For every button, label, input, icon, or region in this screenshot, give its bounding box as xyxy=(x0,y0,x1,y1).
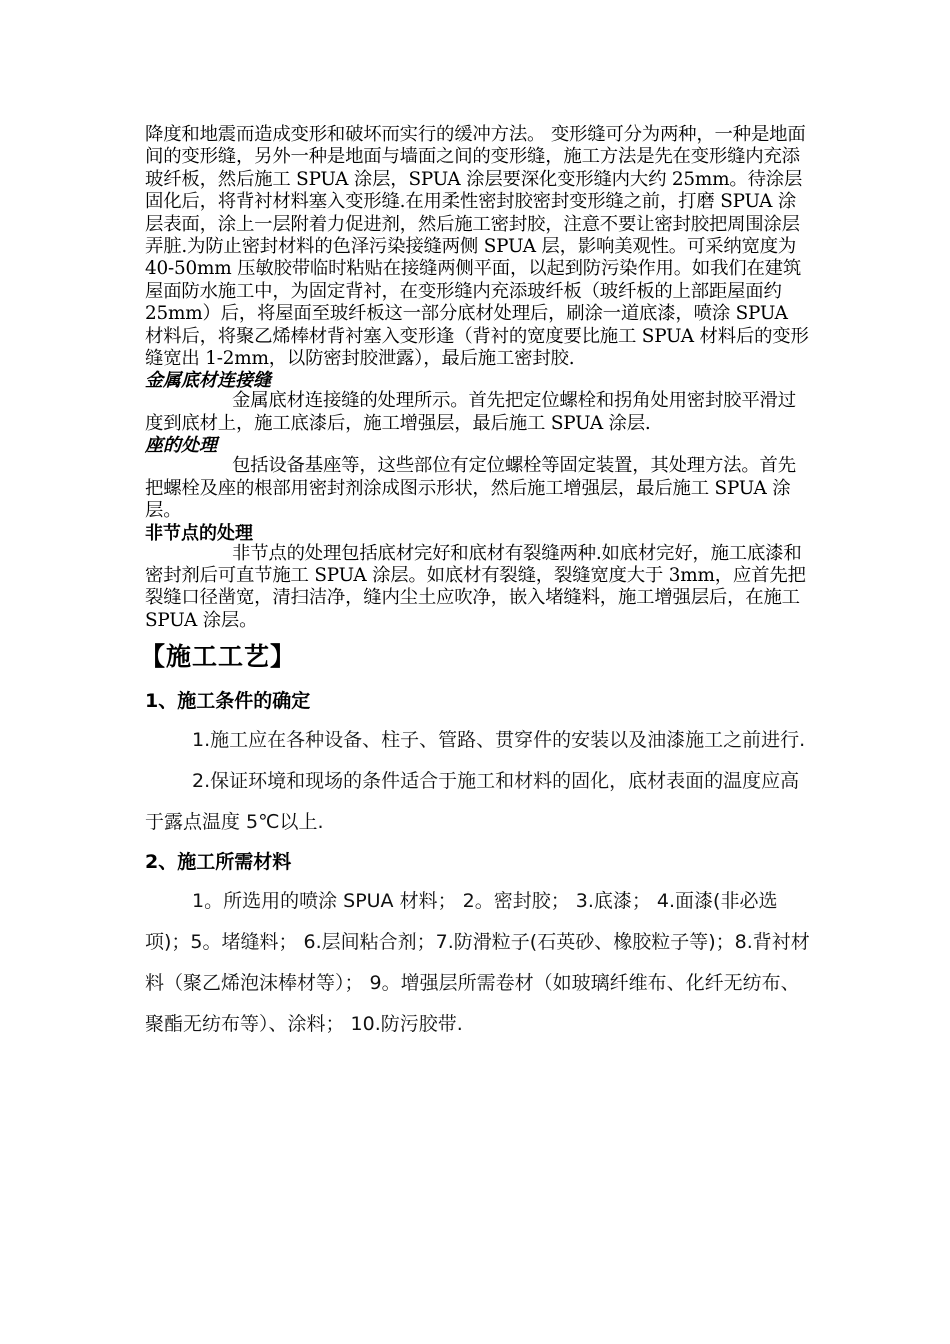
metal-joint-text: 金属底材连接缝的处理所示。首先把定位螺栓和拐角处用密封胶平滑过度到底材上，施工底漆后，施工增强层，最后施工 SPUA 涂层. xyxy=(145,390,796,434)
non-node-heading: 非节点的处理 xyxy=(145,522,253,543)
section-title: 【施工工艺】 xyxy=(140,642,297,672)
metal-joint-heading: 金属底材连接缝 xyxy=(145,370,271,391)
seat-heading: 座的处理 xyxy=(145,435,217,456)
intro-paragraph: 降度和地震而造成变形和破坏而实行的缓冲方法。 变形缝可分为两种，一种是地面间的变形缝，另外一种是地面与墙面之间的变形缝，施工方法是先在变形缝内充添玻纤板，然后施工 SPUA 涂层，SPUA 涂层要深化变形缝内大约 25mm。待涂层固化后，将背衬材料塞入变形缝.在用柔性密封胶密封变形缝之前，打磨 SPUA 涂层表面，涂上一层附着力促进剂，然后施工密封胶，注意不要让密封胶把周围涂层弄脏.为防止密封材料的色泽污染接缝两侧 SPUA 层，影响美观性。可采纳宽度为 40-50mm 压敏胶带临时粘贴在接缝两侧平面，以起到防污染作用。如我们在建筑屋面防水施工中，为固定背衬，在变形缝内充添玻纤板（玻纤板的上部距屋面约 25mm）后，将屋面至玻纤板这一部分底材处理后，刷涂一道底漆，喷涂 SPUA 材料后，将聚乙烯棒材背衬塞入变形逢（背衬的宽度要比施工 SPUA 材料后的变形缝宽出 1-2mm，以防密封胶泄露），最后施工密封胶. xyxy=(145,124,809,370)
page-content xyxy=(140,124,810,1045)
section-2-heading: 2、施工所需材料 xyxy=(145,851,292,874)
section-1-paragraph-2: 2.保证环境和现场的条件适合于施工和材料的固化，底材表面的温度应高于露点温度 5℃以上. xyxy=(145,770,800,834)
section-1-paragraph-1: 1.施工应在各种设备、柱子、管路、贯穿件的安装以及油漆施工之前进行. xyxy=(192,729,806,752)
non-node-text: 非节点的处理包括底材完好和底材有裂缝两种.如底材完好，施工底漆和密封剂后可直节施工 SPUA 涂层。如底材有裂缝，裂缝宽度大于 3mm，应首先把裂缝口径凿宽，清扫洁净，缝内尘土应吹净，嵌入堵缝料，施工增强层后，在施工 SPUA 涂层。 xyxy=(145,542,806,631)
seat-text: 包括设备基座等，这些部位有定位螺栓等固定装置，其处理方法。首先把螺栓及座的根部用密封剂涂成图示形状，然后施工增强层，最后施工 SPUA 涂层。 xyxy=(145,455,796,522)
section-2-paragraph-1: 1。所选用的喷涂 SPUA 材料； 2。密封胶； 3.底漆； 4.面漆(非必选项)；5。堵缝料； 6.层间粘合剂；7.防滑粒子(石英砂、橡胶粒子等)；8.背衬材料（聚乙烯泡沫棒材等）； 9。增强层所需卷材（如玻璃纤维布、化纤无纺布、聚酯无纺布等）、涂料； 10.防污胶带. xyxy=(145,890,810,1036)
section-1-heading: 1、施工条件的确定 xyxy=(145,690,311,713)
